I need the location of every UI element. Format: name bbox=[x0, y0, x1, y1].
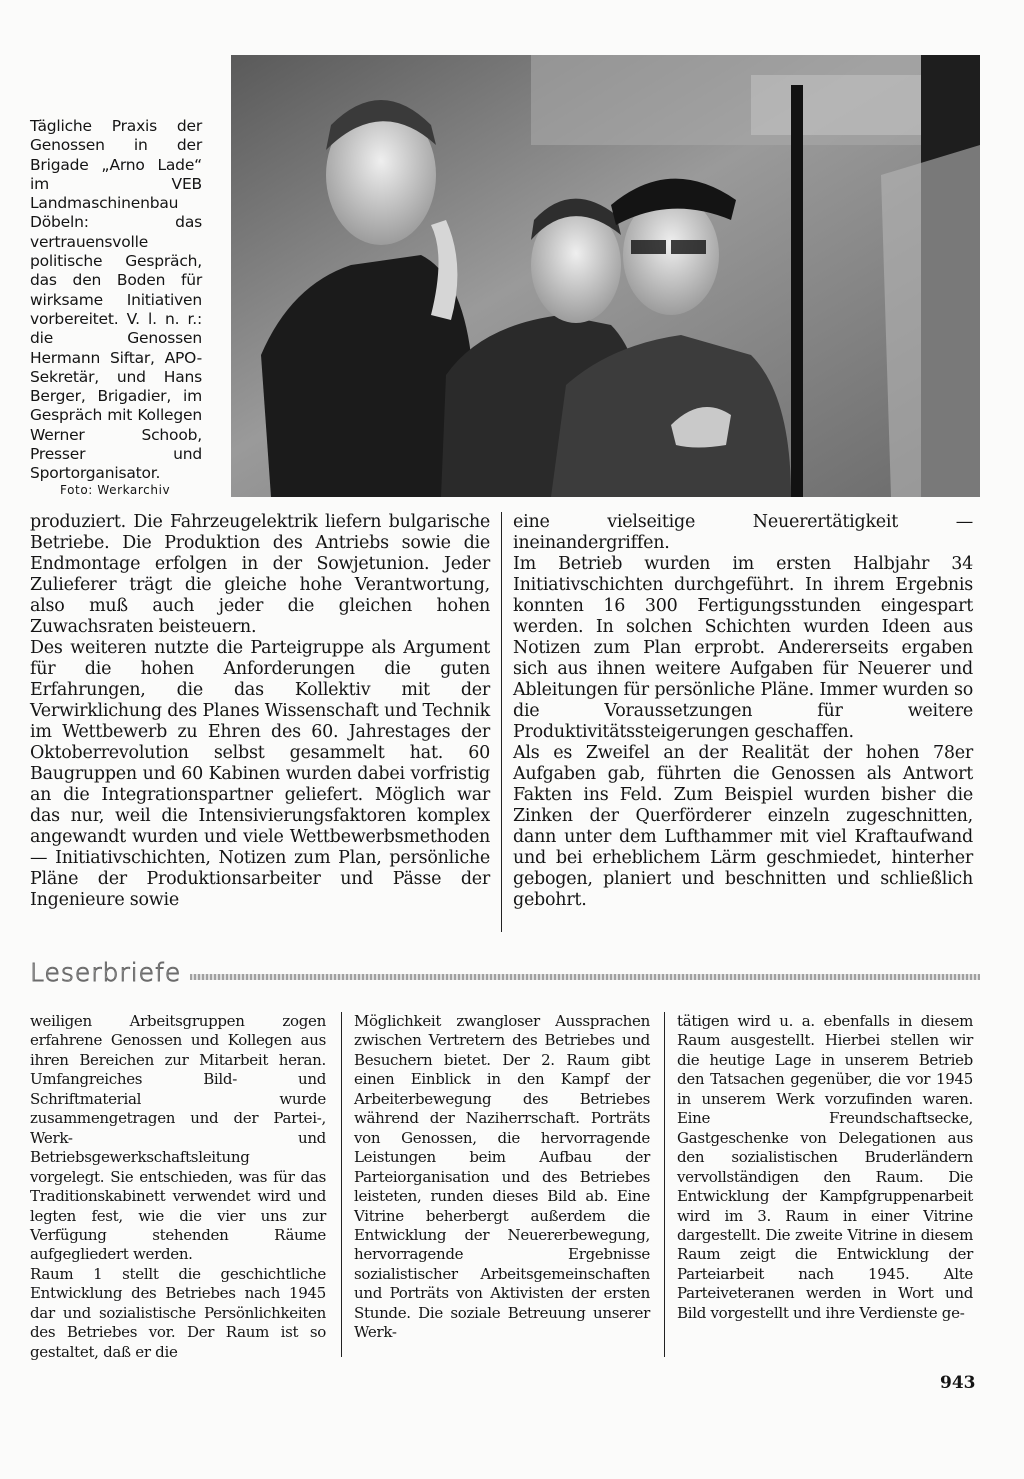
letters-column-3 bbox=[677, 1012, 973, 1323]
letters-paragraph: tätigen wird u. a. ebenfalls in diesem Raum ausgestellt. Hierbei stellen wir die heutige Lage in unserem Betrieb den Tatsachen gegenüber, die vor 1945 in unserem Werk vorzufinden waren. Eine Freundschaftsecke, Gastgeschenke von Delegationen aus den sozialistischen Bruderländern vervollständigen den Raum. Die Entwicklung der Kampfgruppenarbeit wird im 3. Raum in einer Vitrine dargestellt. Die zweite Vitrine in diesem Raum zeigt die Entwicklung der Parteiarbeit nach 1945. Alte Parteiveteranen werden in Wort und Bild vorgestellt und ihre Verdienste ge- bbox=[677, 1012, 973, 1322]
rubric-band bbox=[190, 974, 980, 980]
article-paragraph: produziert. Die Fahrzeugelektrik liefern bulgarische Betriebe. Die Produktion des Antriebs sowie die Endmontage erfolgen in der Sowjetunion. Jeder Zulieferer trägt die gleiche hohe Verantwortung, also muß auch jeder die gleichen hohen Zuwachsraten beisteuern. bbox=[30, 512, 490, 637]
column-rule bbox=[341, 1012, 342, 1357]
letters-paragraph: Möglichkeit zwangloser Aussprachen zwischen Vertretern des Betriebes und Besuchern bietet. Der 2. Raum gibt einen Einblick in den Kampf der Arbeiterbewegung des Betriebes während der Naziherrschaft. Porträts von Genossen, die hervorragende Leistungen beim Aufbau der Parteiorganisation und des Betriebes leisteten, runden dieses Bild ab. Eine Vitrine beherbergt außerdem die Entwicklung der Neuererbewegung, hervorragende Ergebnisse sozialistischer Arbeitsgemeinschaften und Porträts von Aktivisten der ersten Stunde. Die soziale Betreuung unserer Werk- bbox=[354, 1012, 650, 1342]
section-rubric bbox=[30, 958, 980, 992]
article-paragraph: Im Betrieb wurden im ersten Halbjahr 34 Initiativschichten durchgeführt. In ihrem Ergebnis konnten 16 300 Fertigungsstunden eingespart werden. In solchen Schichten wurden Ideen aus Notizen zum Plan erprobt. Andererseits ergaben sich aus ihnen weitere Aufgaben für Neuerer und Ableitungen für persönliche Pläne. Immer wurden so die Voraussetzungen für weitere Produktivitätssteigerungen geschaffen. bbox=[513, 554, 973, 742]
article-paragraph: eine vielseitige Neuerertätigkeit — ineinandergriffen. bbox=[513, 512, 973, 553]
column-rule bbox=[501, 512, 502, 932]
letters-paragraph: Raum 1 stellt die geschichtliche Entwicklung des Betriebes nach 1945 dar und sozialistische Persönlichkeiten des Betriebes vor. Der Raum ist so gestaltet, daß er die bbox=[30, 1264, 326, 1361]
page-number: 943 bbox=[940, 1373, 976, 1393]
letters-paragraph: weiligen Arbeitsgruppen zogen erfahrene Genossen und Kollegen aus ihren Bereichen zur Mitarbeit heran. Umfangreiches Bild- und Schriftmaterial wurde zusammengetragen und der Partei-, Werk- und Betriebsgewerkschaftsleitung vorgelegt. Sie entschieden, was für das Traditionskabinett verwendet wird und legten fest, wie die vier uns zur Verfügung stehenden Räume aufgegliedert werden. bbox=[30, 1012, 326, 1264]
photo-credit: Foto: Werkarchiv bbox=[60, 483, 171, 497]
photo-caption: Tägliche Praxis der Genossen in der Brigade „Arno Lade“ im VEB Landmaschinenbau Döbeln: das vertrauensvolle politische Gespräch, das den Boden für wirksame Initiativen vorbereitet. V. l. n. r.: die Genossen Hermann Siftar, APO-Sekretär, und Hans Berger, Brigadier, im Gespräch mit Kollegen Werner Schoob, Presser und Sportorganisator. bbox=[30, 117, 202, 483]
article-column-right bbox=[513, 512, 973, 911]
rubric-label: Leserbriefe bbox=[30, 958, 182, 987]
article-column-left bbox=[30, 512, 490, 911]
column-rule bbox=[664, 1012, 665, 1357]
article-paragraph: Des weiteren nutzte die Parteigruppe als Argument für die hohen Anforderungen die guten Erfahrungen, die das Kollektiv mit der Verwirklichung des Planes Wissenschaft und Technik im Wettbewerb zu Ehren des 60. Jahrestages der Oktoberrevolution selbst gesammelt hat. 60 Baugruppen und 60 Kabinen wurden dabei vorfristig an die Integrationspartner geliefert. Möglich war das nur, weil die Intensivierungsfaktoren komplex angewandt wurden und viele Wettbewerbsmethoden — Initiativschichten, Notizen zum Plan, persönliche Pläne der Produktionsarbeiter und Pässe der Ingenieure sowie bbox=[30, 638, 490, 910]
photo-illustration bbox=[231, 55, 980, 497]
article-paragraph: Als es Zweifel an der Realität der hohen 78er Aufgaben gab, führten die Genossen als Antwort Fakten ins Feld. Zum Beispiel wurden bisher die Zinken der Querförderer einzeln zugeschnitten, dann unter dem Lufthammer mit viel Kraftaufwand und bei erheblichem Lärm geschmiedet, hinterher gebogen, planiert und beschnitten und schließlich gebohrt. bbox=[513, 743, 973, 910]
letters-column-1 bbox=[30, 1012, 326, 1362]
letters-column-2 bbox=[354, 1012, 650, 1343]
photograph bbox=[231, 55, 980, 497]
